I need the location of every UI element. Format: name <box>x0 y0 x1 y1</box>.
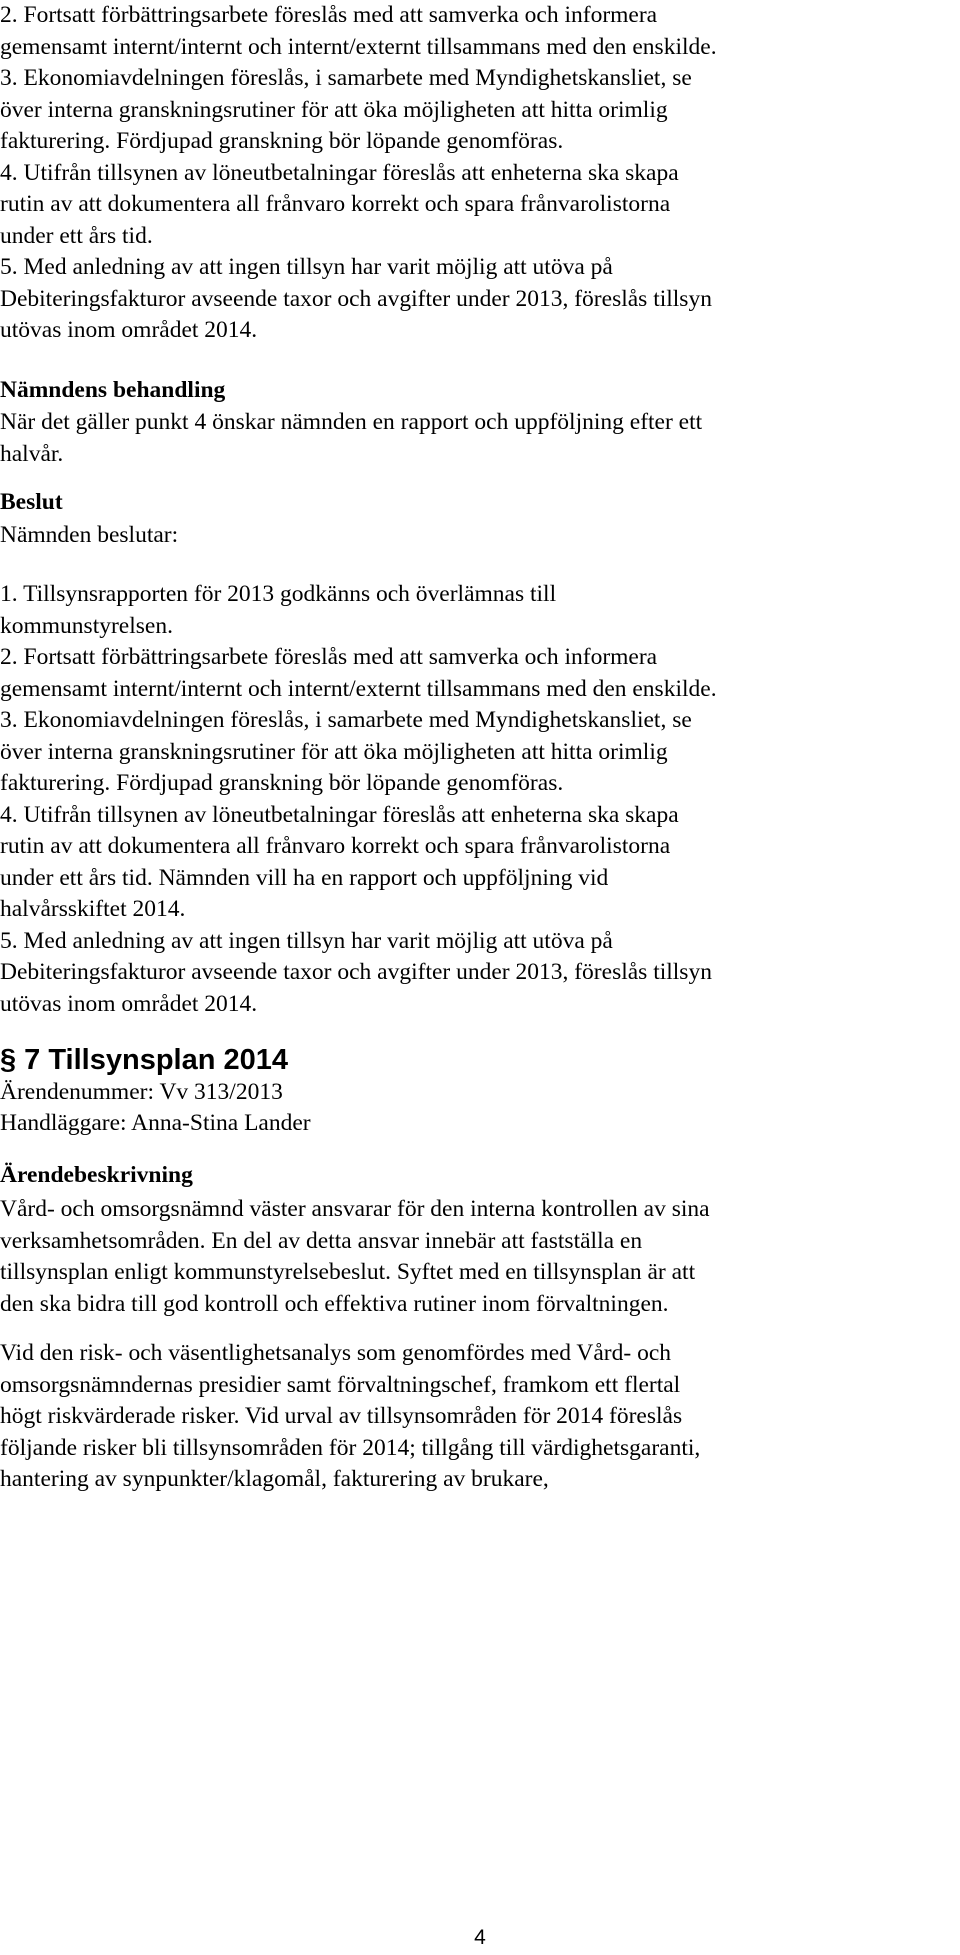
case-number: Ärendenummer: Vv 313/2013 <box>0 1079 283 1105</box>
description-paragraph-1: Vård- och omsorgsnämnd väster ansvarar för den interna kontrollen av sina verksamhetsområden. En del av detta ansvar innebär att fastställa en tillsynsplan enligt kommunstyrelsebeslut. Syftet med en tillsynsplan är att den ska bidra till god kontroll och effektiva rutiner inom förvaltningen. <box>0 1196 710 1317</box>
top-numbered-items: 2. Fortsatt förbättringsarbete föreslås med att samverka och informera gemensamt internt/internt och internt/externt tillsammans med den enskilde. 3. Ekonomiavdelningen föreslås, i samarbete med Myndighetskansliet, se över interna granskningsrutiner för att öka möjligheten att hitta orimlig fakturering. Fördjupad granskning bör löpande genomföras. 4. Utifrån tillsynen av löneutbetalningar föreslås att enheterna ska skapa rutin av att dokumentera all frånvaro korrekt och spara frånvarolistorna under ett års tid. 5. Med anledning av att ingen tillsyn har varit möjlig att utöva på Debiteringsfakturor avseende taxor och avgifter under 2013, föreslås tillsyn utövas inom området 2014. <box>0 2 717 343</box>
page-number: 4 <box>474 1926 486 1949</box>
case-handler: Handläggare: Anna-Stina Lander <box>0 1110 311 1136</box>
heading-beslut: Beslut <box>0 489 63 515</box>
beslut-numbered-items: 1. Tillsynsrapporten för 2013 godkänns och överlämnas till kommunstyrelsen. 2. Fortsatt förbättringsarbete föreslås med att samverka och informera gemensamt internt/internt och internt/externt tillsammans med den enskilde. 3. Ekonomiavdelningen föreslås, i samarbete med Myndighetskansliet, se över interna granskningsrutiner för att öka möjligheten att hitta orimlig fakturering. Fördjupad granskning bör löpande genomföras. 4. Utifrån tillsynen av löneutbetalningar föreslås att enheterna ska skapa rutin av att dokumentera all frånvaro korrekt och spara frånvarolistorna under ett års tid. Nämnden vill ha en rapport och uppföljning vid halvårsskiftet 2014. 5. Med anledning av att ingen tillsyn har varit möjlig att utöva på Debiteringsfakturor avseende taxor och avgifter under 2013, föreslås tillsyn utövas inom området 2014. <box>0 581 717 1017</box>
namndens-behandling-text: När det gäller punkt 4 önskar nämnden en rapport och uppföljning efter ett halvår. <box>0 409 703 467</box>
beslut-intro: Nämnden beslutar: <box>0 522 179 548</box>
description-paragraph-2: Vid den risk- och väsentlighetsanalys som genomfördes med Vård- och omsorgsnämndernas presidier samt förvaltningschef, framkom ett flertal högt riskvärderade risker. Vid urval av tillsynsområden för 2014 föreslås följande risker bli tillsynsområden för 2014; tillgång till värdighetsgaranti, hantering av synpunkter/klagomål, fakturering av brukare, <box>0 1340 701 1492</box>
heading-namndens-behandling: Nämndens behandling <box>0 377 226 403</box>
heading-arendebeskrivning: Ärendebeskrivning <box>0 1162 193 1188</box>
section-title: § 7 Tillsynsplan 2014 <box>0 1044 289 1076</box>
